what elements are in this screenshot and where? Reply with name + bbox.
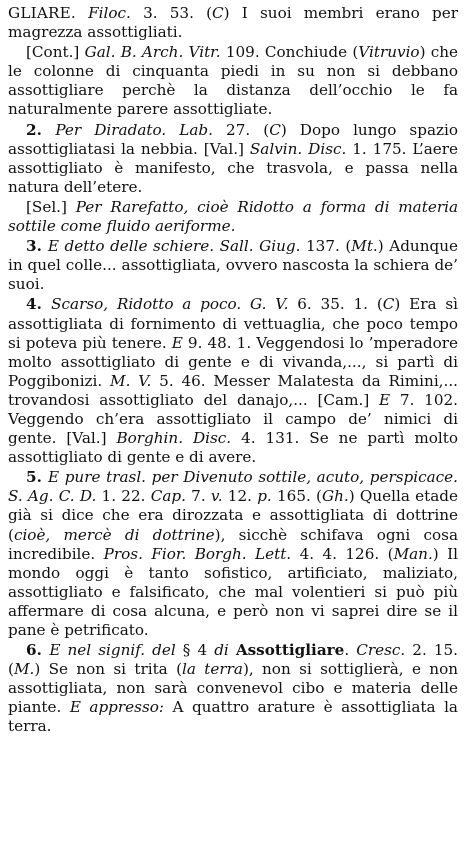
text-run: 12.: [222, 487, 258, 506]
text-run: Per Rarefatto, cioè Ridotto a forma di materia sottile come fluido aeriforme.: [8, 197, 458, 236]
text-run: C: [212, 4, 224, 22]
text-run: 137. (: [300, 237, 352, 256]
text-run: 6. 35. 1. (: [288, 295, 383, 314]
text-run: Cresc.: [356, 641, 406, 660]
text-run: di: [214, 641, 229, 660]
text-run: ) I suoi membri erano per magrezza assottigliati.: [8, 4, 458, 42]
text-run: .: [344, 641, 357, 660]
text-run: Per Diradato. Lab.: [55, 120, 213, 139]
text-run: 1. 22.: [96, 487, 151, 506]
text-run: 5. 46. Messer Malatesta da Rimini,... trovandosi assottigliato del danajo,... [Cam.]: [8, 371, 458, 409]
text-run: E nel signif. del: [49, 641, 176, 660]
text-run: 5.: [26, 468, 48, 487]
entry-paragraph-2: [8, 43, 458, 119]
text-run: ) Il mondo oggi è tanto sofistico, artificiato, maliziato, assottigliato e falsificato, che mal volentieri si può più affermare di cosa alcuna, e però non vi saprei dire se il pane è petrificato.: [8, 544, 458, 639]
entry-paragraph-4: [8, 198, 458, 236]
text-run: E: [379, 390, 391, 409]
text-run: E pure trasl. per Divenuto sottile, acuto, perspicace. S. Ag. C. D.: [8, 468, 458, 506]
text-run: 6.: [26, 641, 50, 660]
text-run: 3. 53. (: [130, 4, 213, 22]
text-run: 4. 4. 126. (: [291, 544, 394, 563]
text-run: A quattro arature è assottigliata la terra.: [8, 698, 458, 736]
text-run: 4.: [26, 295, 52, 314]
entry-paragraph-8: [8, 641, 458, 736]
text-run: Salvin. Disc.: [249, 139, 347, 158]
text-run: Vitruvio: [358, 43, 420, 62]
text-run: [229, 641, 236, 659]
text-run: E: [171, 333, 183, 352]
text-run: 3.: [26, 237, 48, 256]
text-run: 27. (: [212, 120, 270, 139]
text-run: ) che le colonne di cinquanta piedi in su non si debbano assottigliare perchè la distanza dell’occhio le fa naturalmente parere assottigliate.: [8, 43, 459, 119]
text-run: C: [382, 295, 395, 314]
text-run: 165. (: [271, 487, 322, 506]
text-run: p.: [257, 487, 272, 506]
text-run: 1. 175. L’aere assottigliato è manifesto, che trasvola, e passa nella natura dell’etere.: [8, 139, 458, 196]
text-run: M. V.: [110, 371, 152, 390]
text-run: Mt.: [351, 237, 378, 256]
text-run: ) Era sì assottigliata di fornimento di vettuaglia, che poco tempo si poteva più tenere.: [8, 295, 459, 352]
text-run: 7. 102. Veggendo ch’era assottigliato il campo de’ nimici di gente. [Val.]: [8, 390, 458, 448]
text-run: GLIARE.: [8, 4, 76, 22]
text-run: Man.: [393, 544, 433, 563]
text-run: 7.: [185, 487, 211, 506]
text-run: 2.: [26, 120, 56, 139]
text-run: ), sicchè schifava ogni cosa incredibile.: [8, 525, 458, 563]
text-run: Borghin. Disc.: [116, 429, 232, 448]
text-run: Filoc.: [88, 4, 131, 22]
text-run: v.: [210, 487, 223, 506]
entry-paragraph-5: [8, 237, 458, 294]
text-run: Scarso, Ridotto a poco. G. V.: [51, 295, 289, 314]
text-run: Gal. B. Arch. Vitr.: [84, 43, 221, 62]
text-run: [Sel.]: [26, 197, 76, 216]
entry-paragraph-6: [8, 295, 458, 467]
text-run: Pros. Fior. Borgh. Lett.: [103, 544, 292, 563]
text-run: ) Adunque in quel colle... assottigliata, ovvero nascosta la schiera de’ suoi.: [8, 237, 458, 294]
text-run: Gh.: [321, 487, 349, 506]
text-run: M.: [13, 660, 35, 679]
text-run: la terra: [182, 660, 243, 679]
text-run: 9. 48. 1. Veggendosi lo ’mperadore molto assottigliato di gente e di vivanda,..., si partì di Poggibonizi.: [8, 333, 458, 390]
text-run: [Cont.]: [26, 43, 85, 62]
text-run: 4. 131. Se ne partì molto assottigliato di gente e di avere.: [8, 429, 458, 467]
text-run: § 4: [175, 641, 215, 660]
text-run: E appresso:: [69, 698, 164, 717]
text-run: ) Se non si trita (: [34, 660, 183, 679]
text-run: ), non si sottiglierà, e non assottigliata, non sarà convenevol cibo e materia delle piante.: [8, 660, 459, 717]
entry-paragraph-1: [8, 4, 458, 42]
text-run: cioè, mercè di dottrine: [13, 525, 215, 544]
entry-paragraph-3: [8, 121, 458, 197]
text-run: Cap.: [150, 487, 186, 506]
text-run: 109. Conchiude (: [220, 43, 359, 62]
text-run: Assottigliare: [235, 641, 345, 660]
text-run: [76, 4, 88, 22]
text-run: C: [269, 120, 281, 139]
text-run: ) Quella etade già si dice che era dirozzata e assottigliata di dottrine (: [8, 487, 458, 544]
entry-paragraph-7: [8, 468, 458, 640]
text-run: E detto delle schiere. Sall. Giug.: [47, 237, 301, 256]
text-run: ) Dopo lungo spazio assottigliatasi la nebbia. [Val.]: [8, 120, 458, 158]
text-run: 2. 15. (: [8, 641, 458, 679]
